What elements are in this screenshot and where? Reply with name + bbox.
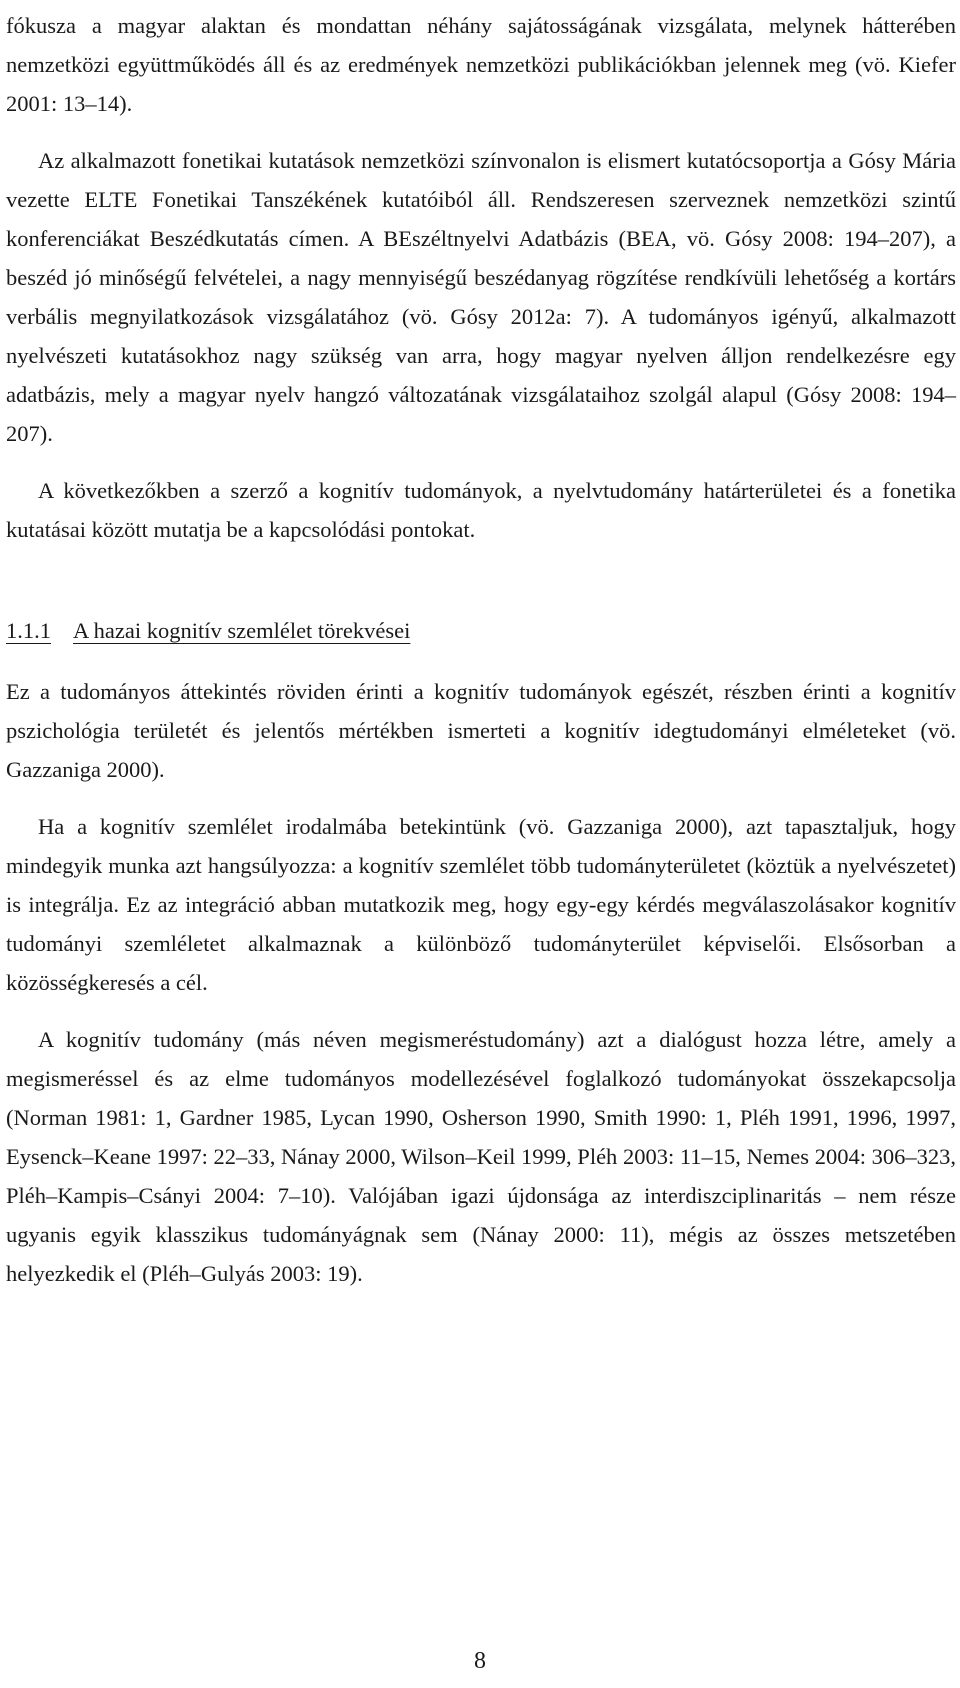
document-page (6, 6, 956, 1293)
paragraph-1: fókusza a magyar alaktan és mondattan néhány sajátosságának vizsgálata, melynek hátterében nemzetközi együttműködés áll és az eredmények nemzetközi publikációkban jelennek meg (vö. Kiefer 2001: 13–14). (6, 13, 956, 116)
paragraph-5: Ha a kognitív szemlélet irodalmába betekintünk (vö. Gazzaniga 2000), azt tapasztaljuk, hogy mindegyik munka azt hangsúlyozza: a kognitív szemlélet több tudományterületet (köztük a nyelvészetet) is integrálja. Ez az integráció abban mutatkozik meg, hogy egy-egy kérdés megválaszolásakor kognitív tudományi szemléletet alkalmaznak a különböző tudományterület képviselői. Elsősorban a közösségkeresés a cél. (6, 814, 956, 995)
paragraph-4: Ez a tudományos áttekintés röviden érinti a kognitív tudományok egészét, részben érinti a kognitív pszichológia területét és jelentős mértékben ismerteti a kognitív idegtudományi elméleteket (vö. Gazzaniga 2000). (6, 679, 956, 782)
paragraph-3: A következőkben a szerző a kognitív tudományok, a nyelvtudomány határterületei és a fonetika kutatásai között mutatja be a kapcsolódási pontokat. (6, 478, 956, 542)
section-title: A hazai kognitív szemlélet törekvései (73, 618, 411, 643)
paragraph-2: Az alkalmazott fonetikai kutatások nemzetközi színvonalon is elismert kutatócsoportja a Gósy Mária vezette ELTE Fonetikai Tanszékének kutatóiból áll. Rendszeresen szerveznek nemzetközi szintű konferenciákat Beszédkutatás címen. A BEszéltnyelvi Adatbázis (BEA, vö. Gósy 2008: 194–207), a beszéd jó minőségű felvételei, a nagy mennyiségű beszédanyag rögzítése rendkívüli lehetőség a kortárs verbális megnyilatkozások vizsgálatához (vö. Gósy 2012a: 7). A tudományos igényű, alkalmazott nyelvészeti kutatásokhoz nagy szükség van arra, hogy magyar nyelven álljon rendelkezésre egy adatbázis, mely a magyar nyelv hangzó változatának vizsgálataihoz szolgál alapul (Gósy 2008: 194–207). (6, 148, 956, 446)
section-number: 1.1.1 (6, 618, 51, 643)
section-heading (6, 611, 956, 650)
paragraph-6: A kognitív tudomány (más néven megismeréstudomány) azt a dialógust hozza létre, amely a megismeréssel és az elme tudományos modellezésével foglalkozó tudományokat összekapcsolja (Norman 1981: 1, Gardner 1985, Lycan 1990, Osherson 1990, Smith 1990: 1, Pléh 1991, 1996, 1997, Eysenck–Keane 1997: 22–33, Nánay 2000, Wilson–Keil 1999, Pléh 2003: 11–15, Nemes 2004: 306–323, Pléh–Kampis–Csányi 2004: 7–10). Valójában igazi újdonsága az interdiszciplinaritás – nem része ugyanis egyik klasszikus tudományágnak sem (Nánay 2000: 11), mégis az összes metszetében helyezkedik el (Pléh–Gulyás 2003: 19). (6, 1027, 956, 1286)
page-number: 8 (474, 1648, 486, 1674)
